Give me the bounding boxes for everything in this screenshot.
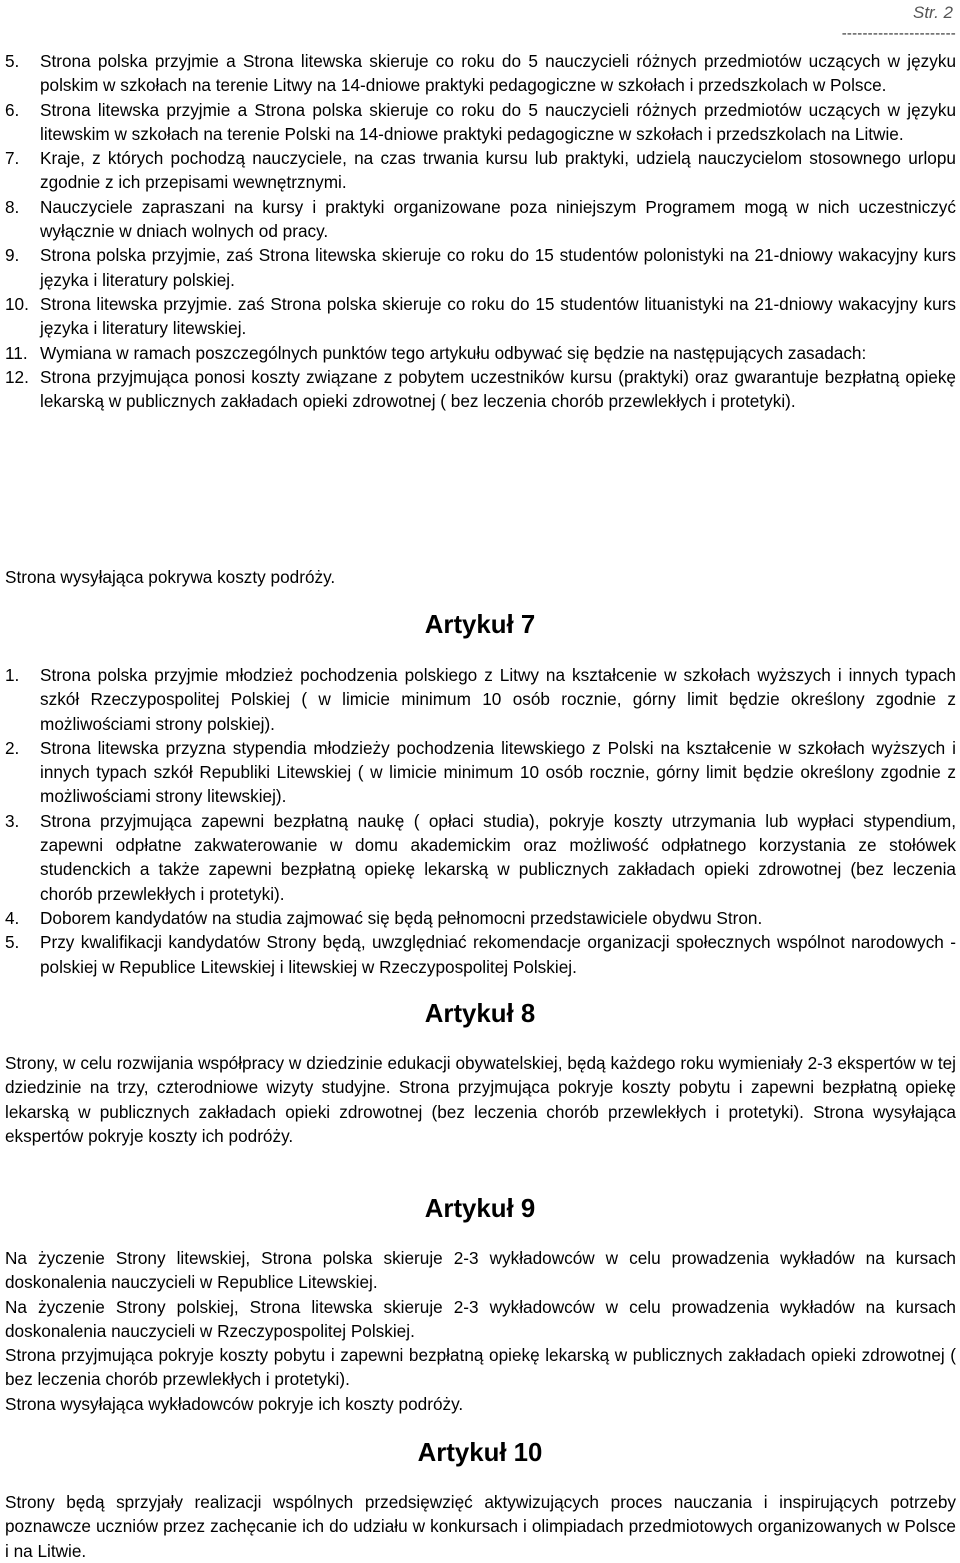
article-9-line: Strona przyjmująca pokryje koszty pobytu i zapewni bezpłatną opiekę lekarską w publicznych zakładach opieki zdrowotnej ( bez leczenia chorób przewlekłych i protetyki). — [5, 1345, 956, 1390]
item-number: 6. — [5, 99, 20, 120]
list-item — [5, 365, 956, 414]
article-7-list — [5, 663, 956, 979]
item-number: 4. — [5, 907, 20, 928]
article-7-heading: Artykuł 7 — [424, 611, 536, 639]
list-item — [5, 49, 956, 98]
list-item — [5, 98, 956, 147]
list-item — [5, 809, 956, 906]
item-text: Wymiana w ramach poszczególnych punktów tego artykułu odbywać się będzie na następujących zasadach: — [40, 342, 867, 363]
item-number: 7. — [5, 148, 20, 169]
item-number: 2. — [5, 737, 20, 758]
item-text: Strona litewska przyzna stypendia młodzieży pochodzenia litewskiego z Polski na kształcenie w szkołach wyższych i innych typach szkół Republiki Litewskiej ( w limicie minimum 10 osób rocznie, górny limit będzie określony zgodnie z możliwościami strony litewskiej). — [40, 737, 956, 807]
item-text: Przy kwalifikacji kandydatów Strony będą, uwzględniać rekomendacje organizacji społecznych wspólnot narodowych - polskiej w Republice Litewskiej i litewskiej w Rzeczypospolitej Polskiej. — [40, 932, 956, 977]
item-text: Nauczyciele zapraszani na kursy i praktyki organizowane poza niniejszym Programem mogą w nich uczestniczyć wyłącznie w dniach wolnych od pracy. — [40, 196, 956, 242]
item-number: 10. — [5, 293, 29, 314]
article-10-heading: Artykuł 10 — [417, 1439, 543, 1467]
item-text: Kraje, z których pochodzą nauczyciele, na czas trwania kursu lub praktyki, udzielą nauczycielom stosownego urlopu zgodnie z ich przepisami wewnętrznymi. — [40, 148, 956, 193]
item-number: 5. — [5, 51, 20, 71]
travel-cost-paragraph: Strona wysyłająca pokrywa koszty podróży. — [5, 567, 336, 587]
item-text: Strona polska przyjmie, zaś Strona litewska skieruje co roku do 15 studentów polonistyki na 21-dniowy wakacyjny kurs języka i literatury polskiej. — [40, 245, 956, 290]
previous-article-list — [5, 49, 956, 413]
item-number: 11. — [5, 342, 28, 363]
item-text: Strona przyjmująca zapewni bezpłatną naukę ( opłaci studia), pokryje koszty utrzymania lub wypłaci stypendium, zapewni odpłatne zakwaterowanie w domu akademickim oraz możliwość odpłatnego korzystania ze stołówek studenckich a także zapewni bezpłatną opiekę lekarską w publicznych zakładach opieki zdrowotnej (bez leczenia chorób przewlekłych i protetyki). — [40, 810, 956, 904]
article-9-line: Na życzenie Strony polskiej, Strona litewska skieruje 2-3 wykładowców w celu prowadzenia wykładów na kursach doskonalenia nauczycieli w Rzeczypospolitej Polskiej. — [5, 1296, 956, 1341]
list-item — [5, 663, 956, 736]
item-number: 9. — [5, 245, 20, 266]
list-item — [5, 243, 956, 292]
article-8-heading: Artykuł 8 — [424, 1000, 536, 1028]
list-item — [5, 736, 956, 809]
item-text: Strona polska przyjmie młodzież pochodzenia polskiego z Litwy na kształcenie w szkołach wyższych i innych typach szkół Rzeczypospolitej Polskiej ( w limicie minimum 10 osób rocznie, górny limit będzie określony zgodnie z możliwościami strony polskiej). — [40, 665, 956, 734]
item-text: Strona litewska przyjmie a Strona polska skieruje co roku do 5 nauczycieli różnych przedmiotów uczących w języku litewskim w szkołach na terenie Polski na 14-dniowe praktyki pedagogiczne w szkołach i przedszkolach na Litwie. — [40, 99, 956, 144]
list-item — [5, 292, 956, 341]
list-item — [5, 146, 956, 195]
item-text: Strona polska przyjmie a Strona litewska skieruje co roku do 5 nauczycieli różnych przedmiotów uczących w języku polskim w szkołach na terenie Litwy na 14-dniowe praktyki pedagogiczne w szkołach i przedszkolach w Polsce. — [40, 51, 956, 96]
header-rule: ---------------------- — [841, 25, 956, 42]
article-9-heading: Artykuł 9 — [424, 1195, 536, 1223]
list-item — [5, 195, 956, 244]
article-9-line: Na życzenie Strony litewskiej, Strona polska skieruje 2-3 wykładowców w celu prowadzenia wykładów na kursach doskonalenia nauczycieli w Republice Litewskiej. — [5, 1248, 956, 1293]
list-item — [5, 930, 956, 979]
item-text: Strona litewska przyjmie. zaś Strona polska skieruje co roku do 15 studentów lituanistyki na 21-dniowy wakacyjny kurs języka i literatury litewskiej. — [40, 293, 956, 339]
article-9-line: Strona wysyłająca wykładowców pokryje ich koszty podróży. — [5, 1393, 464, 1414]
article-9-body — [5, 1246, 956, 1416]
list-item — [5, 906, 956, 930]
item-text: Strona przyjmująca ponosi koszty związane z pobytem uczestników kursu (praktyki) oraz gwarantuje bezpłatną opiekę lekarską w publicznych zakładach opieki zdrowotnej ( bez leczenia chorób przewlekłych i protetyki). — [40, 366, 956, 412]
item-number: 5. — [5, 932, 20, 953]
page-number: Str. 2 — [913, 3, 953, 22]
item-number: 12. — [5, 366, 29, 387]
item-number: 1. — [5, 665, 20, 685]
item-number: 3. — [5, 810, 20, 831]
article-8-paragraph: Strony, w celu rozwijania współpracy w dziedzinie edukacji obywatelskiej, będą każdego roku wymieniały 2-3 ekspertów w tej dziedzinie na trzy, czterodniowe wizyty studyjne. Strona przyjmująca pokryje koszty pobytu i zapewni bezpłatną opiekę lekarską w publicznych zakładach opieki zdrowotnej (bez leczenia chorób przewlekłych i protetyki). Strona wysyłająca ekspertów pokryje koszty ich podróży. — [5, 1053, 956, 1146]
list-item — [5, 341, 956, 365]
item-number: 8. — [5, 196, 20, 217]
item-text: Doborem kandydatów na studia zajmować się będą pełnomocni przedstawiciele obydwu Stron. — [40, 907, 763, 928]
article-10-paragraph: Strony będą sprzyjały realizacji wspólnych przedsięwzięć aktywizujących proces nauczania i inspirujących potrzeby poznawcze uczniów przez zachęcanie ich do udziału w konkursach i olimpiadach przedmiotowych organizowanych w Polsce i na Litwie. — [5, 1492, 956, 1561]
